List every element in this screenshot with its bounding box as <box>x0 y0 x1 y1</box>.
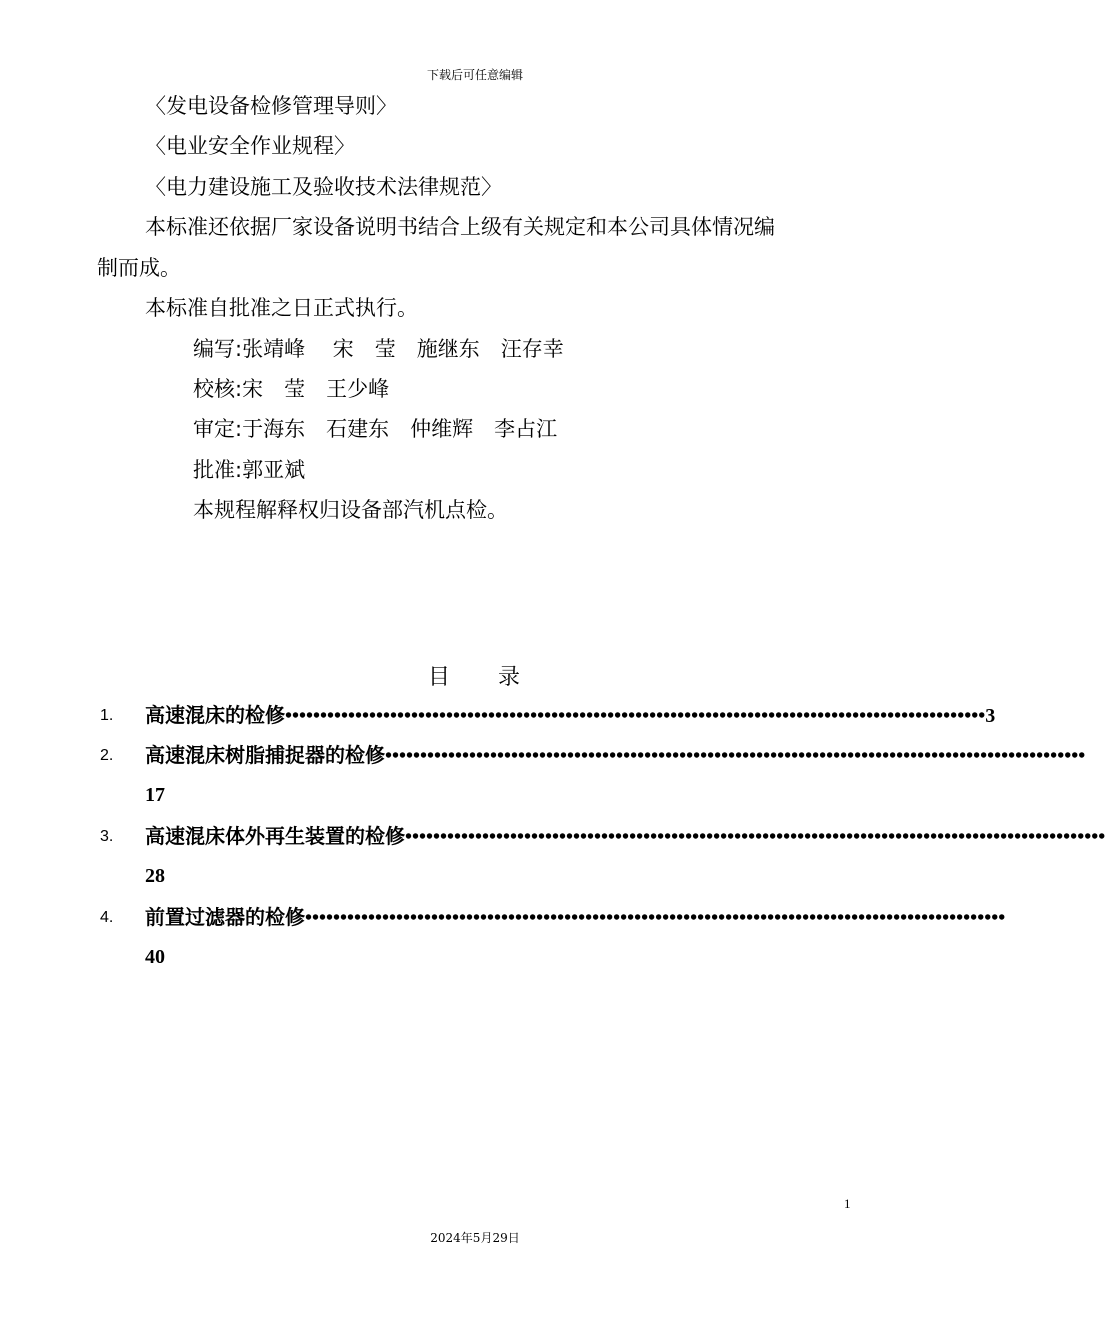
toc-item-1[interactable] <box>145 701 996 730</box>
basis-paragraph-line-1: 本标准还依据厂家设备说明书结合上级有关规定和本公司具体情况编 <box>145 215 775 239</box>
toc-item-page: 28 <box>145 865 165 887</box>
page-number: 1 <box>844 1196 851 1211</box>
toc-item-3[interactable] <box>145 822 1105 851</box>
toc-title-right: 录 <box>498 665 521 690</box>
toc-leader-dots: •••••••••••••••••••••••••••••••••••••••••••••••••••••••••••••••••••••••••••••••••••••••••••••••••••• <box>285 705 986 727</box>
toc-item-4[interactable] <box>145 903 1006 932</box>
interpretation-statement: 本规程解释权归设备部汽机点检。 <box>193 498 508 522</box>
toc-item-label: 高速混床树脂捕捉器的检修 <box>145 743 385 767</box>
toc-item-page: 3 <box>985 705 996 727</box>
credits-authors: 编写:张靖峰 宋 莹 施继东 汪存幸 <box>193 337 564 361</box>
toc-item-label: 高速混床的检修 <box>145 703 285 727</box>
reference-2: 〈电业安全作业规程〉 <box>145 134 355 158</box>
toc-item-number: 2. <box>100 747 114 764</box>
toc-title <box>428 660 520 691</box>
toc-item-2[interactable] <box>145 741 1086 770</box>
toc-title-left: 目 <box>428 665 451 690</box>
toc-item-page: 17 <box>145 784 165 806</box>
credits-proofread: 校核:宋 莹 王少峰 <box>193 377 390 401</box>
basis-paragraph-line-2: 制而成。 <box>97 256 181 280</box>
toc-leader-dots: •••••••••••••••••••••••••••••••••••••••••••••••••••••••••••••••••••••••••••••••••••••••••••••••••••• <box>385 745 1086 767</box>
toc-leader-dots: •••••••••••••••••••••••••••••••••••••••••••••••••••••••••••••••••••••••••••••••••••••••••••••••••••• <box>305 907 1006 929</box>
toc-item-number: 3. <box>100 828 114 845</box>
toc-item-number: 4. <box>100 909 114 926</box>
header-note: 下载后可任意编辑 <box>426 68 523 82</box>
reference-1: 〈发电设备检修管理导则〉 <box>145 94 397 118</box>
toc-leader-dots: •••••••••••••••••••••••••••••••••••••••••••••••••••••••••••••••••••••••••••••••••••••••••••••••••••• <box>405 826 1105 848</box>
credits-review: 审定:于海东 石建东 仲维辉 李占江 <box>193 417 558 441</box>
effective-statement: 本标准自批准之日正式执行。 <box>145 296 418 320</box>
reference-3: 〈电力建设施工及验收技术法律规范〉 <box>145 175 502 199</box>
toc-item-label: 高速混床体外再生装置的检修 <box>145 824 405 848</box>
footer-date: 2024年5月29日 <box>430 1231 520 1245</box>
toc-item-number: 1. <box>100 707 114 724</box>
toc-item-page: 40 <box>145 946 165 968</box>
credits-approve: 批准:郭亚斌 <box>193 458 306 482</box>
toc-item-label: 前置过滤器的检修 <box>145 905 305 929</box>
